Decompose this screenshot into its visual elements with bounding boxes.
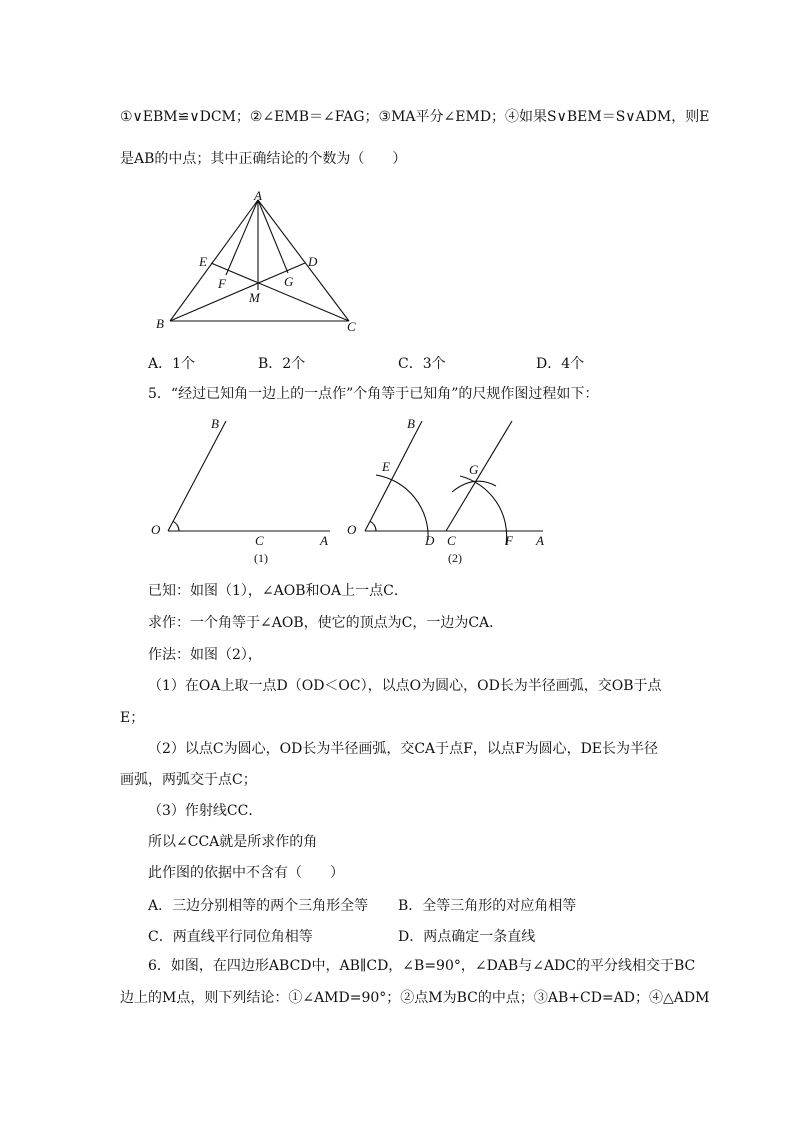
q5-option-a: A．三边分别相等的两个三角形全等 <box>148 898 369 914</box>
q4-option-d: D．4个 <box>536 356 585 372</box>
fig2-label-A: A <box>536 533 544 548</box>
q5-stem: 5．“经过已知角一边上的一点作”个角等于已知角”的尺规作图过程如下： <box>148 386 599 402</box>
q5-ask: 求作：一个角等于∠AOB，使它的顶点为C，一边为CA． <box>148 615 504 631</box>
q6-line2: 边上的M点，则下列结论：①∠AMD=90°；②点M为BC的中点；③AB+CD=AD；④△ADM <box>120 990 710 1006</box>
q5-method: 作法：如图（2）， <box>148 647 262 663</box>
q4-option-c: C．3个 <box>398 356 446 372</box>
q5-step3: （3）作射线CC． <box>148 803 263 819</box>
q5-step2-line2: 画弧，两弧交于点C； <box>120 772 257 788</box>
q4-statement-line1: ①∨EBM≌∨DCM；②∠EMB＝∠FAG；③MA平分∠EMD；④如果S∨BEM＝S∨ADM，则E <box>120 109 710 125</box>
q5-option-b: B．全等三角形的对应角相等 <box>398 898 577 914</box>
q5-conclusion: 所以∠CCA就是所求作的角 <box>148 834 318 850</box>
q4-statement-line2: 是AB的中点；其中正确结论的个数为（ ） <box>120 151 407 167</box>
fig2-label-E: E <box>382 459 390 474</box>
label-A: A <box>254 188 262 203</box>
fig2-label-B: B <box>407 416 415 431</box>
fig1-caption: (1) <box>254 551 268 565</box>
fig2-label-G: G <box>469 462 479 477</box>
fig2-label-D: D <box>425 533 435 548</box>
label-G: G <box>284 274 294 289</box>
q5-step1-line1: （1）在OA上取一点D（OD＜OC），以点O为圆心，OD长为半径画弧，交OB于点 <box>148 678 662 694</box>
q5-step2-line1: （2）以点C为圆心，OD长为半径画弧，交CA于点F，以点F为圆心，DE长为半径 <box>148 741 659 757</box>
fig2-label-C: C <box>447 533 456 548</box>
fig1-label-O: O <box>151 522 161 537</box>
q5-known: 已知：如图（1），∠AOB和OA上一点C． <box>148 583 408 599</box>
fig1-label-B: B <box>211 416 219 431</box>
fig2-label-O: O <box>347 522 357 537</box>
fig1-label-A: A <box>320 533 328 548</box>
q6-line1: 6．如图，在四边形ABCD中，AB∥CD，∠B=90°，∠DAB与∠ADC的平分线相交于BC <box>148 958 696 974</box>
q5-question: 此作图的依据中不含有（ ） <box>148 865 344 881</box>
label-C: C <box>347 319 356 334</box>
label-D: D <box>308 254 318 269</box>
q4-option-b: B．2个 <box>258 356 306 372</box>
q5-step1-line2: E； <box>120 710 145 726</box>
label-E: E <box>199 254 207 269</box>
fig1-label-C: C <box>255 533 264 548</box>
q4-option-a: A．1个 <box>148 356 196 372</box>
label-F: F <box>218 276 226 291</box>
q5-option-d: D．两点确定一条直线 <box>398 929 536 945</box>
label-M: M <box>249 290 260 305</box>
fig2-label-F: F <box>505 533 513 548</box>
fig2-caption: (2) <box>448 551 462 565</box>
q5-option-c: C．两直线平行同位角相等 <box>148 929 313 945</box>
label-B: B <box>156 316 164 331</box>
